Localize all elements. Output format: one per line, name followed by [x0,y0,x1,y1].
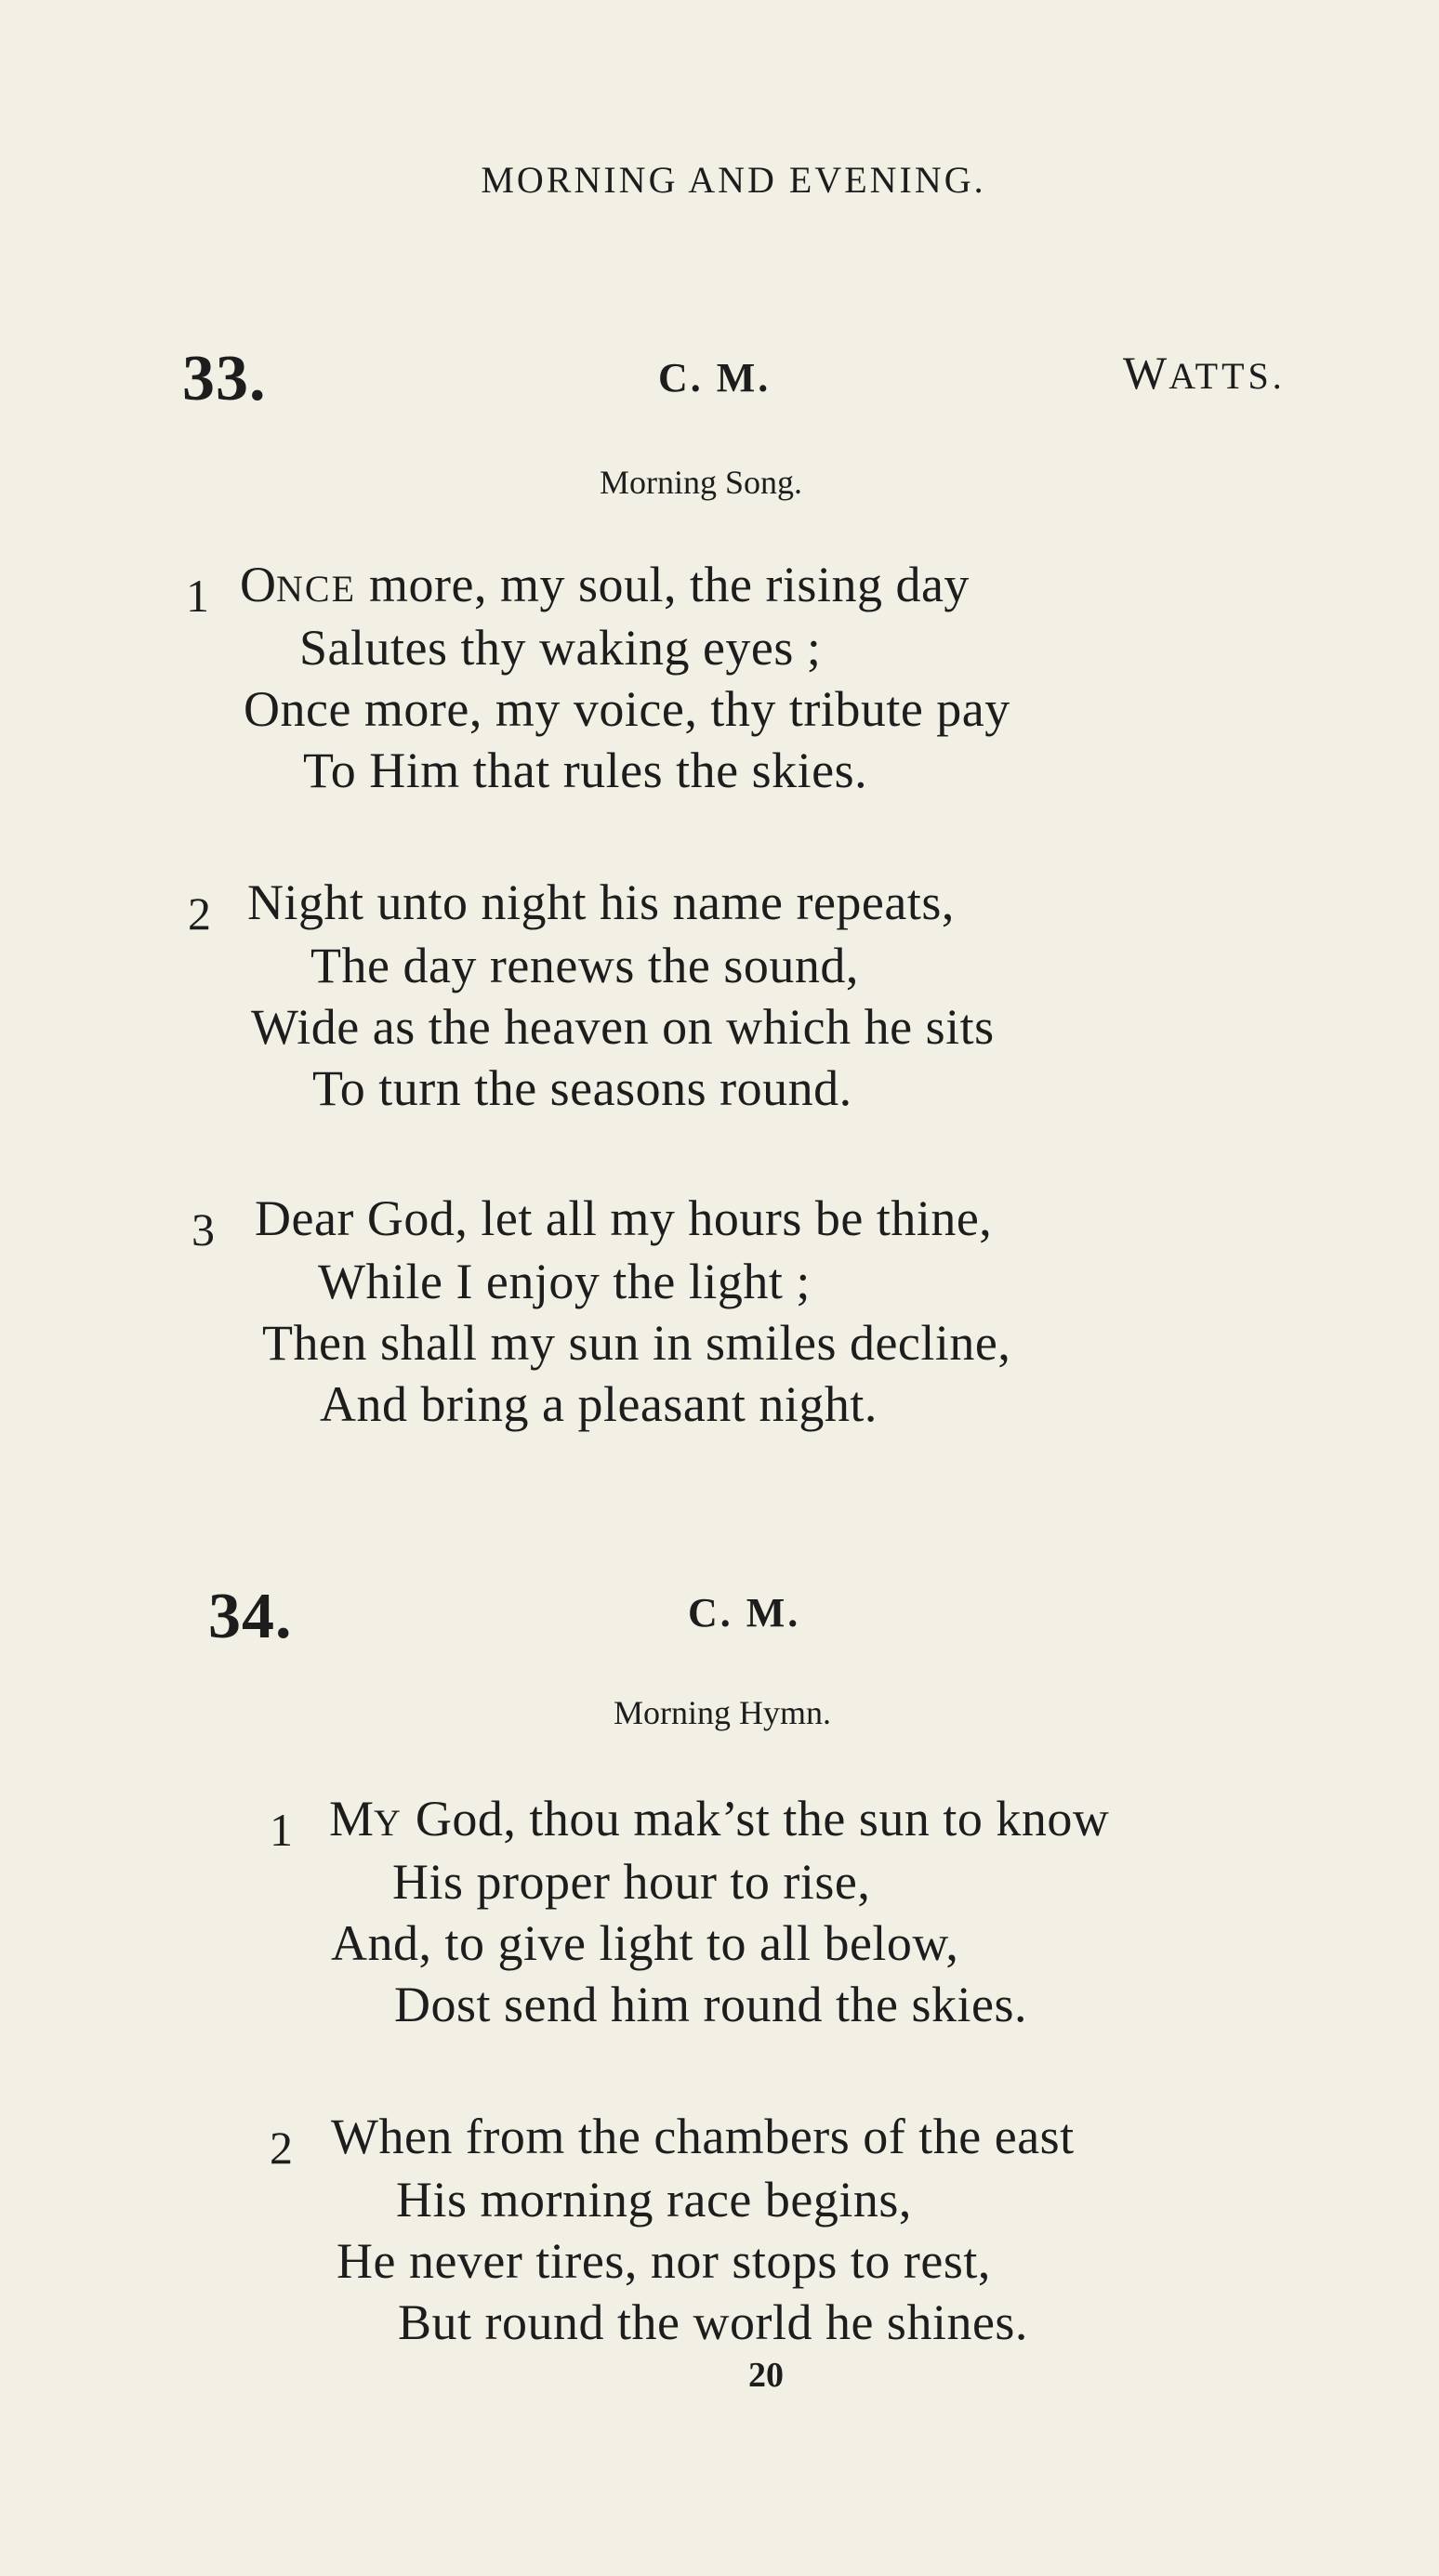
hymn-number: 33. [182,343,267,414]
verse-line: Once more, my voice, thy tribute pay [244,681,1010,737]
verse-line: Wide as the heaven on which he sits [251,999,995,1055]
verse-line: Night unto night his name repeats, [247,874,955,930]
stanza-number: 1 [270,1804,293,1856]
verse-line: Dear God, let all my hours be thine, [255,1190,993,1246]
author-initial: W [1123,347,1169,399]
first-word: MY [329,1791,403,1847]
stanza-number: 2 [270,2122,293,2174]
verse-line: And bring a pleasant night. [320,1376,878,1432]
verse-line: His morning race begins, [396,2172,912,2228]
verse-line: And, to give light to all below, [331,1915,959,1971]
verse-line: His proper hour to rise, [392,1854,871,1910]
stanza-number: 1 [186,570,209,622]
verse-line: Then shall my sun in smiles decline, [262,1315,1011,1371]
verse-line: ONCE more, my soul, the rising day [240,557,970,612]
verse-line: The day renews the sound, [310,938,859,993]
running-header: MORNING AND EVENING. [481,159,986,201]
hymn-title: Morning Song. [600,464,803,501]
stanza-number: 3 [191,1203,215,1255]
first-word: ONCE [240,557,356,612]
hymn-number: 34. [208,1581,293,1652]
hymn-author [1123,346,1286,400]
verse-line: To turn the seasons round. [312,1060,852,1116]
verse-line: Salutes thy waking eyes ; [299,620,822,676]
verse-line: Dost send him round the skies. [394,1977,1027,2032]
verse-line: When from the chambers of the east [331,2109,1075,2164]
hymn-meter: C. M. [658,355,772,401]
verse-line: MY God, thou mak’st the sun to know [329,1791,1110,1847]
verse-line: But round the world he shines. [398,2294,1028,2350]
verse-line: While I enjoy the light ; [318,1254,811,1309]
verse-line: He never tires, nor stops to rest, [337,2233,991,2289]
stanza-number: 2 [188,887,211,940]
author-rest: ATTS. [1168,355,1286,397]
hymn-title: Morning Hymn. [614,1694,831,1731]
hymn-meter: C. M. [688,1590,801,1636]
page-number: 20 [748,2356,784,2395]
verse-line: To Him that rules the skies. [303,743,868,798]
